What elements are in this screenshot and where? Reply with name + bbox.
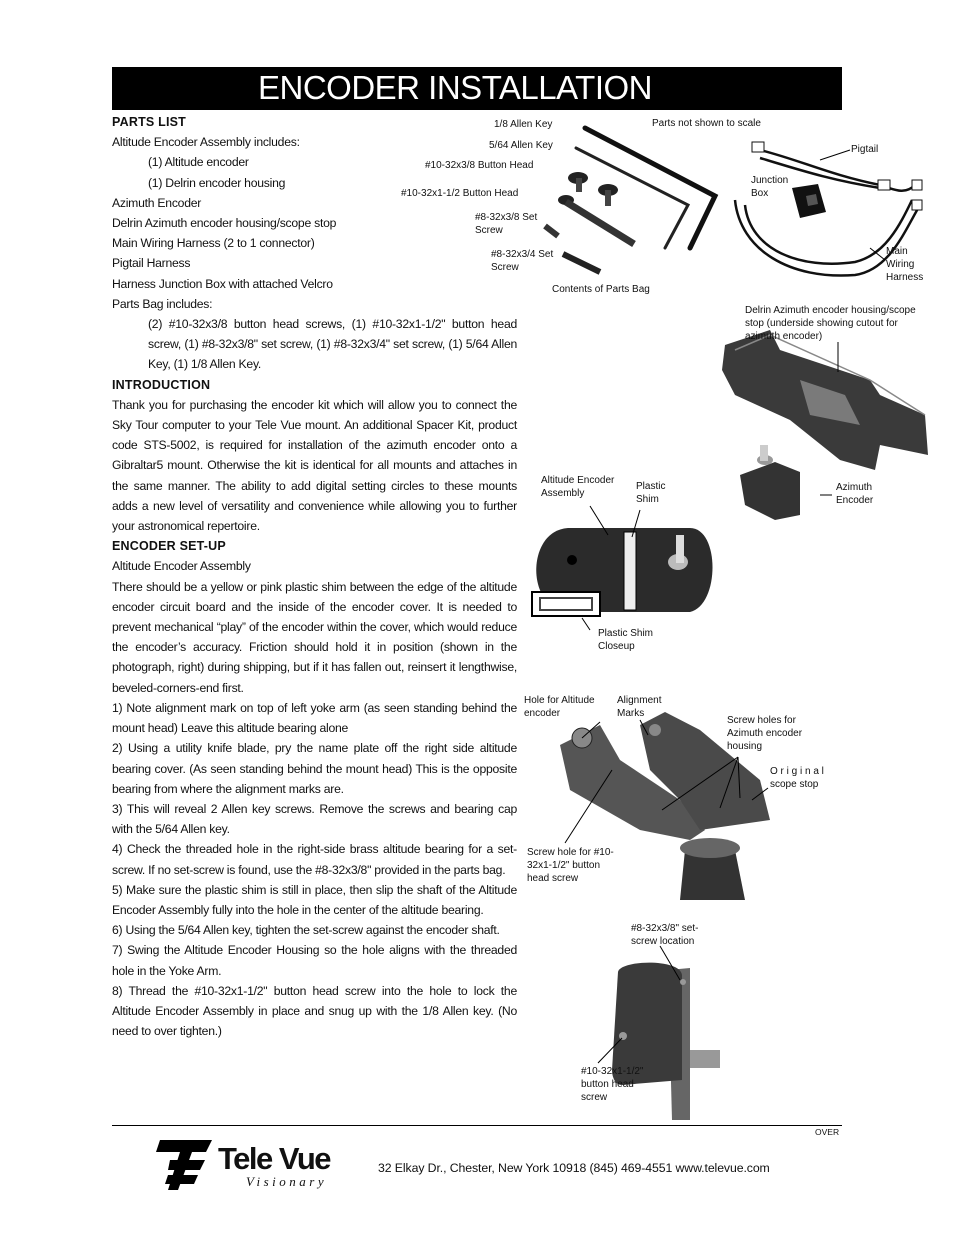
parts-altitude-item: (1) Altitude encoder [148,155,249,170]
step-item: 8) Thread the #10-32x1-1/2" button head screw into the hole to lock the Altitude Encoder Assembly in place and snug up with the 1/8 Allen key. (No need to over tighten.) [112,983,517,1039]
label-set-screw-38: #8-32x3/8 Set Screw [475,212,538,236]
label-delrin-housing: Delrin Azimuth encoder housing/scope stop (underside showing cutout for azimuth encoder) [745,305,916,342]
set-screw-icon [563,254,600,272]
set-screw-icon [545,226,558,236]
parts-item: Delrin Azimuth encoder housing/scope stop [112,216,337,231]
parts-bag-intro: Parts Bag includes: [112,296,213,311]
step-item: 5) Make sure the plastic shim is still in place, then slip the shaft of the Altitude Encoder Assembly fully into the hole in the center of the altitude bearing. [112,882,517,917]
parts-bag-items: (2) #10-32x3/8 button head screws, (1) #10-32x1-1/2" button head screw, (1) #8-32x3/8" set screw, (1) #8-32x3/4" set screw, (1) 5/64 Allen Key, (1) 1/8 Allen Key. [148,317,517,372]
junction-box-icon [792,184,826,218]
parts-item: Main Wiring Harness (2 to 1 connector) [112,236,315,251]
plastic-shim-closeup-icon [532,592,600,616]
label-setscrew-location: #8-32x3/8" set-screw location [631,923,699,947]
step-item: 2) Using a utility knife blade, pry the name plate off the right side altitude bearing cover. (As seen standing behind the mount head) This is the opposite bearing from where the alignment marks are. [112,741,517,796]
brand-name: Tele Vue [218,1141,331,1176]
label-alignment-marks: Alignment Marks [617,695,662,719]
button-head-screw-icon [568,172,588,192]
setup-heading: ENCODER SET-UP [112,539,226,554]
connector-icon [912,180,922,190]
over-note: OVER [815,1127,840,1137]
parts-altitude-item: (1) Delrin encoder housing [148,175,286,190]
button-head-screw-icon [598,184,618,206]
step-item: 4) Check the threaded hole in the right-side brass altitude bearing for a set-screw. If no set-screw is found, use the #8-32x3/8" provided in the parts bag. [112,842,517,877]
allen-key-small-icon [576,148,688,248]
step-item: 1) Note alignment mark on top of left yoke arm (as seen standing behind the mount head) Leave this altitude bearing alone [112,700,517,736]
label-button-screw: #10-32x1-1/2" button head screw [581,1066,644,1103]
company-address: 32 Elkay Dr., Chester, New York 10918 (845) 469-4551 www.televue.com [378,1161,770,1175]
label-altitude-assembly: Altitude Encoder Assembly [541,475,615,499]
step-item: 3) This will reveal 2 Allen key screws. Remove the screws and bearing cap with the 5/64 Allen key. [112,801,517,837]
label-not-to-scale: Parts not shown to scale [652,118,761,129]
label-plastic-shim: Plastic Shim [636,481,666,505]
setup-paragraph: There should be a yellow or pink plastic shim between the edge of the altitude encoder circuit board and the inside of the encoder cover. It is needed to prevent mechanical “play” of the encoder within the cover, which would reduce the encoder’s accuracy. Friction should hold it in position (shown in the photograph, right) during shipping, but if it has fallen out, reinsert it lengthwise, beveled-corners-end first. [112,579,517,695]
label-hole-altitude: Hole for Altitude encoder [524,695,595,719]
label-pigtail: Pigtail [851,144,879,155]
long-screw-icon [558,195,634,244]
connector-icon [878,180,890,190]
connector-icon [752,142,764,152]
label-screw-holes: Screw holes for Azimuth encoder housing [727,715,803,752]
label-original-stop: O r i g i n a l scope stop [770,766,824,790]
parts-item: Pigtail Harness [112,256,191,271]
label-allen-564: 5/64 Allen Key [489,140,553,151]
step-item: 7) Swing the Altitude Encoder Housing so the hole aligns with the threaded hole in the Yoke Arm. [112,943,517,978]
intro-text: Thank you for purchasing the encoder kit which will allow you to connect the Sky Tour computer to your Tele Vue mount. An additional Spacer Kit, product code STS-5002, is required for installation of the azimuth encoder onto a Gibraltar5 mount. Otherwise the kit is identical for all mounts and attaches in the same manner. The ability to add digital setting circles to these mounts adds a new level of versatility and convenience while allowing you to further your astronomical repertoire. [112,397,517,534]
parts-altitude-intro: Altitude Encoder Assembly includes: [112,135,300,150]
footer-divider [112,1125,842,1126]
label-button-head-112: #10-32x1-1/2 Button Head [401,188,519,199]
label-main-harness: Main Wiring Harness [886,246,924,283]
label-allen-18: 1/8 Allen Key [494,119,553,130]
page-title: ENCODER INSTALLATION INSTRUCTIONS [258,69,653,144]
intro-heading: INTRODUCTION [112,377,211,392]
parts-heading: PARTS LIST [112,115,186,129]
azimuth-encoder-icon [740,445,800,520]
step-item: 6) Using the 5/64 Allen key, tighten the set-screw against the encoder shaft. [112,923,500,938]
label-set-screw-34: #8-32x3/4 Set Screw [491,249,554,273]
brand-tagline: Visionary [246,1174,328,1189]
label-screw-hole-button: Screw hole for #10-32x1-1/2" button head screw [527,847,614,884]
setup-subheading: Altitude Encoder Assembly [112,559,251,574]
label-azimuth-encoder: Azimuth Encoder [836,482,874,506]
label-shim-closeup: Plastic Shim Closeup [598,628,654,652]
delrin-housing-icon [722,330,928,470]
parts-item: Harness Junction Box with attached Velcro [112,276,333,291]
label-junction-box: Junction Box [751,175,789,199]
connector-icon [912,200,922,210]
parts-item: Azimuth Encoder [112,195,202,210]
label-contents-bag: Contents of Parts Bag [552,284,650,295]
label-button-head-38: #10-32x3/8 Button Head [425,160,534,171]
televue-logo-icon [156,1140,212,1190]
